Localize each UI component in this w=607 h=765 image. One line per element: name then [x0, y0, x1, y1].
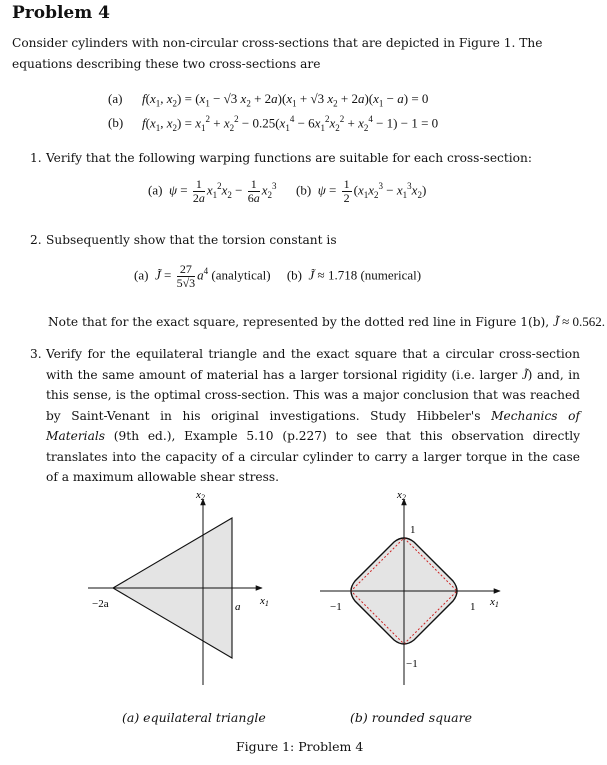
list-item-2-number: 2. [30, 233, 42, 247]
figure-rounded-square [318, 485, 518, 695]
equation-b-label: (b) [108, 115, 124, 131]
torsion-b-value: 1.718 [327, 267, 358, 283]
list-item-1-number: 1. [30, 151, 42, 165]
triangle-x2-label: x2 [196, 489, 205, 502]
intro-paragraph: Consider cylinders with non-circular cross-sections that are depicted in Figure 1. The equations describing these two cross-sections are [12, 36, 543, 71]
square-bottom-tick: −1 [406, 658, 418, 670]
equation-b: (b) $f(x_1$, $x_2) = x_1^2 + x_2^2 - 0.25(x_1^4 - 6x_1^2x_2^2 + x_2^4 - 1) - 1 = 0$ [108, 114, 439, 133]
book-title: Mechanics of Materials [46, 408, 580, 443]
equation-a: (a) $f(x_1$, $x_2) = (x_1 - √3$ $x_2 + 2a)(x_1 + √3$ $x_2 + 2a)(x_1 - a) = 0$ [108, 91, 429, 109]
note-line: Note that for the exact square, represented by the dotted red line in Figure 1(b), J̃ ≈ 0.562. [48, 314, 605, 329]
square-x1-label: x1 [490, 596, 499, 609]
torsion-constant: (a) J̃ = $\frac{27}{5√3}$ $a^4$ (analytical) (b) J̃ ≈ 1.718 (numerical) [134, 262, 422, 290]
list-item-3-text: Verify for the equilateral triangle and the exact square that a circular cross-section with the same amount of material has a larger torsional rigidity (i.e. larger J̃) and, in this sense, is the optimal cross-section. This was a major conclusion that was reached by Saint-Venant in his original investigations. Study Hibbeler's Mechanics of Materials (9th ed.), Example 5.10 (p.227) to see that this observation directly translates into the capacity of a circular cylinder to carry a larger torque in the case of a maximum allowable shear stress. [46, 347, 581, 484]
figure-caption: Figure 1: Problem 4 [236, 739, 364, 754]
caption-b: (b) rounded square [350, 710, 472, 725]
note-text: Note that for the exact square, represented by the dotted red line in Figure 1(b), [48, 315, 554, 329]
list-item-2 [30, 230, 580, 251]
triangle-left-tick: −2a [92, 598, 109, 610]
item3-text-part2: ) and, in this sense, is the optimal cross-section. This was a major conclusion that was reached by Saint-Venant in his original investigations. Study Hibbeler's [46, 367, 581, 423]
torsion-a-note: (analytical) [211, 267, 271, 283]
square-left-tick: −1 [330, 601, 342, 613]
triangle-right-tick: a [235, 601, 241, 613]
torsion-b-note: (numerical) [360, 267, 422, 283]
triangle-x1-label: x1 [260, 595, 269, 608]
caption-a: (a) equilateral triangle [122, 710, 266, 725]
problem-title: Problem 4 [12, 3, 110, 23]
list-item-2-text: Subsequently show that the torsion constant is [46, 233, 337, 247]
item3-text-part1: Verify for the equilateral triangle and the exact square that a circular cross-section with the same amount of material has a larger torsional rigidity (i.e. larger [46, 347, 580, 382]
list-item-3 [30, 344, 580, 488]
square-top-tick: 1 [410, 524, 416, 536]
note-value: 0.562. [572, 314, 605, 329]
list-item-3-number: 3. [30, 347, 42, 361]
square-right-tick: 1 [470, 601, 476, 613]
equation-a-label: (a) [108, 91, 123, 106]
list-item-1-text: Verify that the following warping functions are suitable for each cross-section: [46, 151, 532, 165]
list-item-1 [30, 148, 580, 169]
warping-functions: (a) ψ = $\frac{1}{2a}$ $x_1^2x_2$ − $\frac{1}{6a}$ $x_2^3$ (b) ψ = $\frac{1}{2}$ $(x_1x_2^3 - x_1^3x_2)$ [148, 177, 427, 205]
figure-triangle [80, 485, 300, 695]
square-x2-label: x2 [397, 489, 406, 502]
item3-text-part3: (9th ed.), Example 5.10 (p.227) to see that this observation directly translates into the capacity of a circular cylinder to carry a larger torque in the case of a maximum allowable shear stress. [46, 429, 580, 484]
